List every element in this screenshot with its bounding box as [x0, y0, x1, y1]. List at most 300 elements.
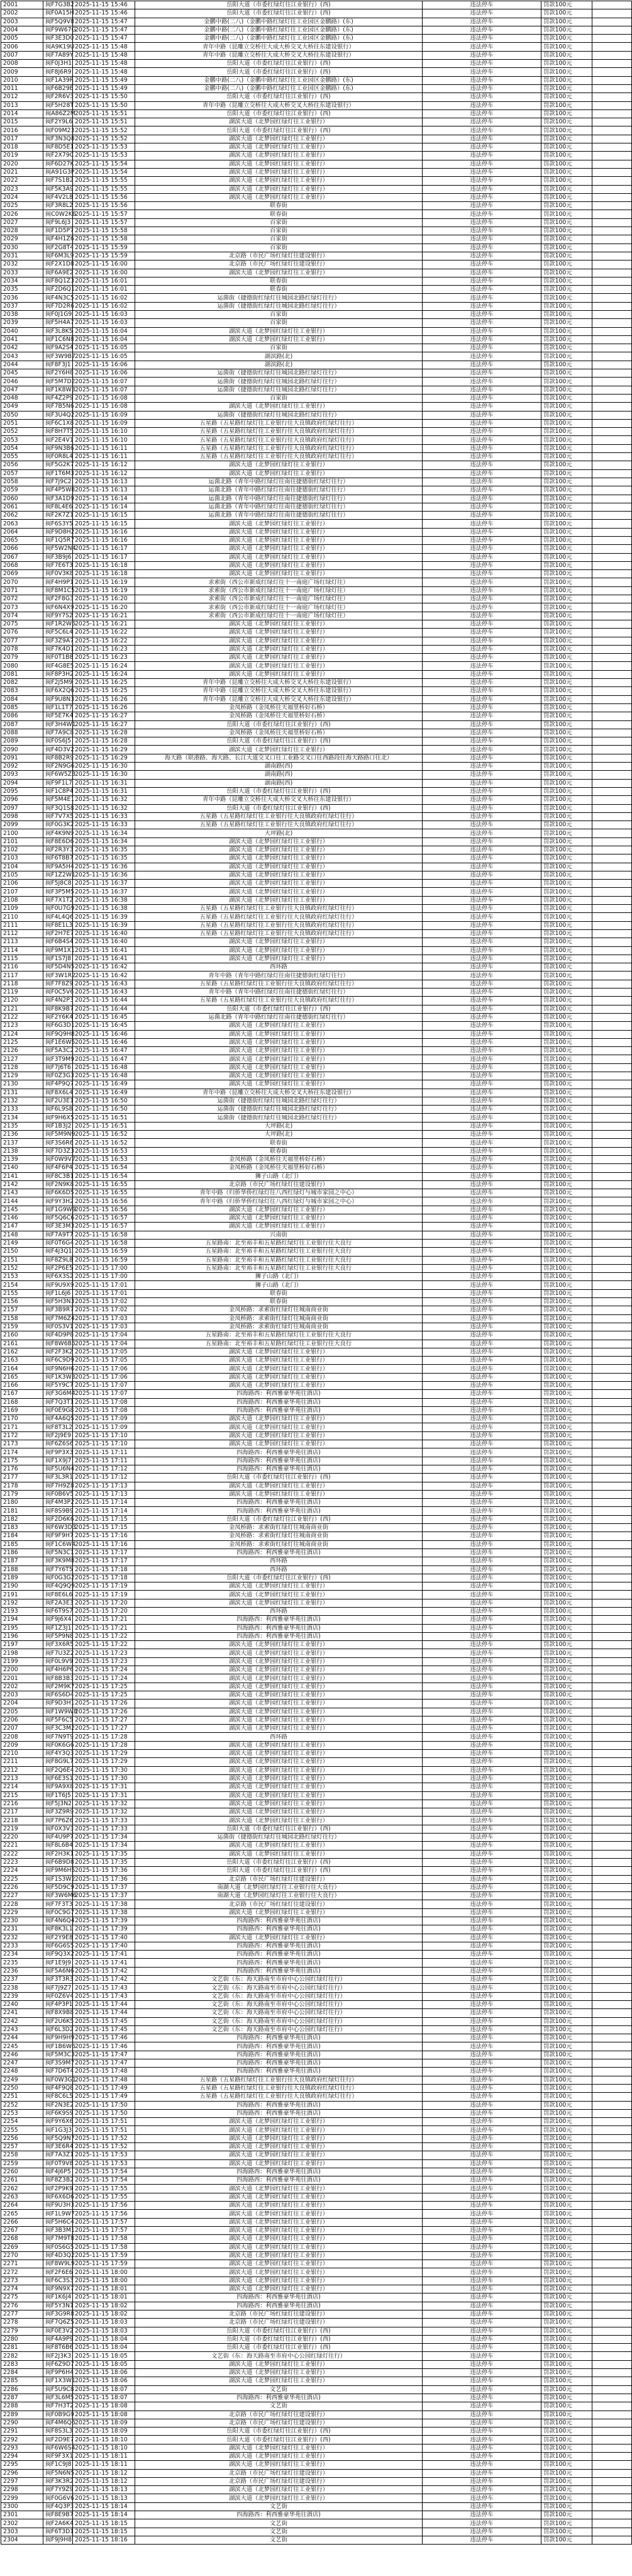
- penalty: 罚款100元: [541, 269, 592, 277]
- table-row: [1, 1608, 632, 1616]
- violation-type: 违法停车: [423, 185, 541, 193]
- plate-number: 闽F2U6K5: [43, 2017, 73, 2025]
- record-number: 2108: [1, 896, 43, 904]
- plate-number: 闽F3L6M5: [43, 2394, 73, 2402]
- penalty: 罚款100元: [541, 1984, 592, 1992]
- record-number: 2142: [1, 1180, 43, 1189]
- violation-time: 2025-11-15 17:54: [73, 2168, 135, 2176]
- violation-time: 2025-11-15 16:28: [73, 729, 135, 737]
- plate-number: 闽F5Q6C6: [43, 1214, 73, 1223]
- record-number: 2258: [1, 2151, 43, 2159]
- violation-location: 四海路西：利西雅豪华苑往酒店): [135, 2101, 423, 2109]
- violation-location: 湖滨大道（北梦园红绿灯往工业银行）: [135, 871, 423, 879]
- violation-location: 运菌街（捷德街红绿灯往城园北路红绿灯往行）: [135, 1834, 423, 1842]
- table-row: [1, 2009, 632, 2017]
- violation-type: 违法停车: [423, 1649, 541, 1657]
- violation-location: 湖滨大道（北梦园红绿灯往工业银行）: [135, 1700, 423, 1708]
- violation-location: 青年中路（归侨华侨红绿灯往八西红绿灯与城市家园之中心）: [135, 1189, 423, 1197]
- penalty: 罚款100元: [541, 394, 592, 402]
- remark-cell: [592, 2143, 632, 2151]
- violation-location: 四海路西：利西雅豪华苑往酒店): [135, 2511, 423, 2519]
- record-number: 2157: [1, 1306, 43, 1314]
- remark-cell: [592, 453, 632, 461]
- table-row: [1, 1357, 632, 1365]
- violation-time: 2025-11-15 18:12: [73, 2477, 135, 2485]
- penalty: 罚款100元: [541, 2000, 592, 2008]
- remark-cell: [592, 980, 632, 988]
- violation-time: 2025-11-15 17:28: [73, 1741, 135, 1749]
- penalty: 罚款100元: [541, 612, 592, 620]
- table-row: [1, 1306, 632, 1314]
- remark-cell: [592, 2428, 632, 2436]
- violation-time: 2025-11-15 17:07: [73, 1390, 135, 1398]
- violation-time: 2025-11-15 18:07: [73, 2394, 135, 2402]
- violation-time: 2025-11-15 15:51: [73, 118, 135, 126]
- violation-time: 2025-11-15 17:49: [73, 2093, 135, 2101]
- record-number: 2139: [1, 1155, 43, 1163]
- plate-number: 闽F6T9S7: [43, 1608, 73, 1616]
- violation-location: 湖滨大道（北梦园红绿灯往工业银行）: [135, 1657, 423, 1666]
- table-row: [1, 796, 632, 804]
- violation-location: 百家街: [135, 227, 423, 235]
- table-row: [1, 880, 632, 888]
- remark-cell: [592, 1641, 632, 1649]
- plate-number: 闽F7H3T2: [43, 2402, 73, 2411]
- plate-number: 闽F4G8E5: [43, 662, 73, 670]
- table-row: [1, 1548, 632, 1557]
- plate-number: 闽F8L4E6: [43, 503, 73, 511]
- violation-type: 违法停车: [423, 2419, 541, 2427]
- violation-time: 2025-11-15 15:58: [73, 235, 135, 244]
- record-number: 2103: [1, 854, 43, 863]
- penalty: 罚款100元: [541, 202, 592, 210]
- violation-location: 五星路（五星路红绿灯往工业银行往大良镇政府红绿灯往行）: [135, 419, 423, 427]
- table-row: [1, 2502, 632, 2511]
- table-row: [1, 93, 632, 101]
- table-row: [1, 1298, 632, 1306]
- violation-type: 违法停车: [423, 1264, 541, 1272]
- penalty: 罚款100元: [541, 512, 592, 520]
- plate-number: 闽F7M6Z4: [43, 1314, 73, 1323]
- record-number: 2284: [1, 2369, 43, 2377]
- table-row: [1, 310, 632, 318]
- plate-number: 闽F0R8L4: [43, 453, 73, 461]
- violation-location: 金鹏中路(二八)（金鹏中路红绿灯往工业园区金鹏路）(东): [135, 18, 423, 26]
- record-number: 2162: [1, 1348, 43, 1356]
- table-row: [1, 2461, 632, 2469]
- penalty: 罚款100元: [541, 2536, 592, 2544]
- violation-type: 违法停车: [423, 2193, 541, 2201]
- violation-type: 违法停车: [423, 1632, 541, 1640]
- record-number: 2092: [1, 763, 43, 771]
- violation-type: 违法停车: [423, 68, 541, 76]
- violation-type: 违法停车: [423, 946, 541, 955]
- penalty: 罚款100元: [541, 1774, 592, 1783]
- table-row: [1, 503, 632, 511]
- violation-type: 违法停车: [423, 1323, 541, 1331]
- record-number: 2016: [1, 126, 43, 135]
- penalty: 罚款100元: [541, 2109, 592, 2117]
- table-row: [1, 1365, 632, 1373]
- remark-cell: [592, 51, 632, 59]
- remark-cell: [592, 905, 632, 913]
- violation-type: 违法停车: [423, 2302, 541, 2310]
- table-row: [1, 2093, 632, 2101]
- plate-number: 闽F7Q3T1: [43, 1398, 73, 1406]
- violation-type: 违法停车: [423, 880, 541, 888]
- violation-location: 岳阳大道（市委红绿灯往江业银行）(西): [135, 126, 423, 135]
- violation-location: 联春街: [135, 210, 423, 218]
- table-row: [1, 2511, 632, 2519]
- remark-cell: [592, 2310, 632, 2318]
- violation-time: 2025-11-15 16:09: [73, 411, 135, 419]
- penalty: 罚款100元: [541, 938, 592, 946]
- table-row: [1, 1406, 632, 1414]
- violation-type: 违法停车: [423, 1783, 541, 1791]
- table-row: [1, 2436, 632, 2444]
- violation-location: 湖滨大道（北梦园红绿灯往工业银行）: [135, 1725, 423, 1733]
- penalty: 罚款100元: [541, 1741, 592, 1749]
- record-number: 2057: [1, 469, 43, 478]
- table-row: [1, 1248, 632, 1256]
- plate-number: 闽F6X3S2: [43, 1273, 73, 1281]
- violation-time: 2025-11-15 16:51: [73, 1114, 135, 1122]
- violation-type: 违法停车: [423, 804, 541, 812]
- remark-cell: [592, 1608, 632, 1616]
- violation-time: 2025-11-15 16:35: [73, 846, 135, 854]
- violation-type: 违法停车: [423, 1565, 541, 1574]
- violation-time: 2025-11-15 16:37: [73, 880, 135, 888]
- penalty: 罚款100元: [541, 1030, 592, 1038]
- table-row: [1, 871, 632, 879]
- violation-location: 湖滨大道（北梦园红绿灯往工业银行）: [135, 1063, 423, 1072]
- violation-location: 西环路: [135, 1557, 423, 1565]
- violation-time: 2025-11-15 16:26: [73, 703, 135, 712]
- penalty: 罚款100元: [541, 1908, 592, 1917]
- violation-time: 2025-11-15 18:01: [73, 2293, 135, 2302]
- penalty: 罚款100元: [541, 1791, 592, 1800]
- violation-time: 2025-11-15 16:23: [73, 645, 135, 653]
- violation-time: 2025-11-15 16:03: [73, 319, 135, 327]
- record-number: 2203: [1, 1691, 43, 1699]
- table-row: [1, 1431, 632, 1440]
- plate-number: 闽F9U9X9: [43, 1281, 73, 1289]
- remark-cell: [592, 2000, 632, 2008]
- plate-number: 闽F6C9D9: [43, 1357, 73, 1365]
- violation-location: 湖滨大道（北梦园红绿灯往工业银行）: [135, 327, 423, 335]
- penalty: 罚款100元: [541, 286, 592, 294]
- violation-location: 金鹏中路(二八)（金鹏中路红绿灯往工业园区金鹏路）(东): [135, 26, 423, 34]
- violation-location: 文艺街（东：海天路南至市府中心公园红绿灯往行）: [135, 1976, 423, 1984]
- plate-number: 闽F3B9J6: [43, 553, 73, 561]
- remark-cell: [592, 1406, 632, 1414]
- remark-cell: [592, 712, 632, 720]
- violation-time: 2025-11-15 17:22: [73, 1641, 135, 1649]
- penalty: 罚款100元: [541, 495, 592, 503]
- violation-time: 2025-11-15 15:50: [73, 93, 135, 101]
- plate-number: 闽F3P5M5: [43, 888, 73, 896]
- record-number: 2259: [1, 2159, 43, 2168]
- table-row: [1, 720, 632, 729]
- record-number: 2269: [1, 2243, 43, 2251]
- plate-number: 闽F7J6T6: [43, 1063, 73, 1072]
- violation-type: 违法停车: [423, 252, 541, 260]
- table-row: [1, 938, 632, 946]
- violation-time: 2025-11-15 18:00: [73, 2268, 135, 2276]
- table-row: [1, 1256, 632, 1264]
- plate-number: 闽F6T8B7: [43, 854, 73, 863]
- record-number: 2030: [1, 244, 43, 252]
- penalty: 罚款100元: [541, 645, 592, 653]
- violation-time: 2025-11-15 16:29: [73, 746, 135, 754]
- table-row: [1, 2394, 632, 2402]
- violation-location: 狮子山路（北门）: [135, 1273, 423, 1281]
- violation-time: 2025-11-15 15:48: [73, 51, 135, 59]
- remark-cell: [592, 1741, 632, 1749]
- table-row: [1, 1030, 632, 1038]
- record-number: 2272: [1, 2268, 43, 2276]
- violation-time: 2025-11-15 17:57: [73, 2218, 135, 2226]
- remark-cell: [592, 2402, 632, 2411]
- violation-location: 文艺街（东：海天路南至市府中心公园红绿灯往行）: [135, 2017, 423, 2025]
- violation-time: 2025-11-15 17:40: [73, 1942, 135, 1950]
- penalty: 罚款100元: [541, 654, 592, 662]
- penalty: 罚款100元: [541, 963, 592, 972]
- violation-time: 2025-11-15 16:27: [73, 712, 135, 720]
- violation-location: 湖滨大道（北梦园红绿灯往工业银行）: [135, 1842, 423, 1850]
- record-number: 2301: [1, 2511, 43, 2519]
- violation-time: 2025-11-15 17:26: [73, 1708, 135, 1716]
- penalty: 罚款100元: [541, 1725, 592, 1733]
- remark-cell: [592, 2268, 632, 2276]
- violation-location: 四海路西：利西雅豪华苑往酒店): [135, 2109, 423, 2117]
- table-row: [1, 2059, 632, 2068]
- record-number: 2170: [1, 1415, 43, 1423]
- violation-location: 求索街（西公市新成红绿灯往十一南庭广场红绿灯往）: [135, 586, 423, 595]
- violation-time: 2025-11-15 17:29: [73, 1758, 135, 1766]
- penalty: 罚款100元: [541, 1457, 592, 1465]
- violation-location: 岳阳大道（市委红绿灯往江业银行）(西): [135, 1858, 423, 1866]
- violation-location: 五星路南：北至裕丰和五星路红绿灯往工业银行往大良行: [135, 1256, 423, 1264]
- remark-cell: [592, 277, 632, 285]
- plate-number: 闽F0S6G5: [43, 2243, 73, 2251]
- penalty: 罚款100元: [541, 1817, 592, 1825]
- violation-type: 违法停车: [423, 1072, 541, 1080]
- table-row: [1, 1700, 632, 1708]
- penalty: 罚款100元: [541, 310, 592, 318]
- remark-cell: [592, 1616, 632, 1624]
- penalty: 罚款100元: [541, 537, 592, 545]
- violation-time: 2025-11-15 16:18: [73, 570, 135, 578]
- remark-cell: [592, 2452, 632, 2460]
- table-row: [1, 1708, 632, 1716]
- table-row: [1, 2319, 632, 2327]
- violation-location: 湖滨大道（北梦园红绿灯往工业银行）: [135, 2452, 423, 2460]
- violation-time: 2025-11-15 16:16: [73, 528, 135, 536]
- penalty: 罚款100元: [541, 18, 592, 26]
- penalty: 罚款100元: [541, 2444, 592, 2452]
- violation-time: 2025-11-15 17:31: [73, 1783, 135, 1791]
- violation-location: 五星路南：北至裕丰和五星路红绿灯往工业银行往大良行: [135, 1239, 423, 1247]
- violation-time: 2025-11-15 16:52: [73, 1139, 135, 1147]
- record-number: 2144: [1, 1197, 43, 1206]
- violation-time: 2025-11-15 18:11: [73, 2461, 135, 2469]
- violation-time: 2025-11-15 16:51: [73, 1122, 135, 1130]
- table-row: [1, 603, 632, 612]
- record-number: 2278: [1, 2319, 43, 2327]
- plate-number: 闽F8G9L7: [43, 1758, 73, 1766]
- violation-location: 湖滨大道（北梦园红绿灯往工业银行）: [135, 118, 423, 126]
- remark-cell: [592, 620, 632, 628]
- remark-cell: [592, 695, 632, 703]
- violation-time: 2025-11-15 16:08: [73, 394, 135, 402]
- remark-cell: [592, 1063, 632, 1072]
- remark-cell: [592, 1708, 632, 1716]
- remark-cell: [592, 1758, 632, 1766]
- violation-type: 违法停车: [423, 1106, 541, 1114]
- record-number: 2044: [1, 361, 43, 369]
- record-number: 2106: [1, 880, 43, 888]
- violation-time: 2025-11-15 17:43: [73, 1984, 135, 1992]
- record-number: 2219: [1, 1825, 43, 1833]
- violation-type: 违法停车: [423, 929, 541, 938]
- remark-cell: [592, 1264, 632, 1272]
- penalty: 罚款100元: [541, 9, 592, 18]
- remark-cell: [592, 520, 632, 528]
- violation-location: 四海路西：利西雅豪华苑往酒店): [135, 2034, 423, 2042]
- plate-number: 闽F4A6Q5: [43, 1415, 73, 1423]
- penalty: 罚款100元: [541, 1967, 592, 1975]
- plate-number: 闽A86Z2M: [43, 109, 73, 118]
- violation-location: 求索街（西公市新成红绿灯往十一南庭广场红绿灯往）: [135, 603, 423, 612]
- penalty: 罚款100元: [541, 335, 592, 344]
- violation-type: 违法停车: [423, 1172, 541, 1180]
- violation-location: 西环路: [135, 1565, 423, 1574]
- record-number: 2026: [1, 210, 43, 218]
- plate-number: 闽F5N6N5: [43, 2469, 73, 2477]
- table-row: [1, 629, 632, 637]
- violation-time: 2025-11-15 17:21: [73, 1616, 135, 1624]
- remark-cell: [592, 1540, 632, 1548]
- penalty: 罚款100元: [541, 1750, 592, 1758]
- record-number: 2225: [1, 1875, 43, 1883]
- table-row: [1, 2118, 632, 2126]
- remark-cell: [592, 403, 632, 411]
- violation-time: 2025-11-15 17:20: [73, 1599, 135, 1607]
- violation-time: 2025-11-15 18:05: [73, 2360, 135, 2368]
- remark-cell: [592, 2302, 632, 2310]
- table-row: [1, 1959, 632, 1967]
- table-row: [1, 1774, 632, 1783]
- plate-number: 闽F9F9H7: [43, 1532, 73, 1540]
- record-number: 2062: [1, 512, 43, 520]
- plate-number: 闽F3U4Q2: [43, 411, 73, 419]
- record-number: 2155: [1, 1289, 43, 1297]
- record-number: 2014: [1, 109, 43, 118]
- violation-time: 2025-11-15 15:47: [73, 26, 135, 34]
- violation-time: 2025-11-15 17:31: [73, 1791, 135, 1800]
- violation-type: 违法停车: [423, 553, 541, 561]
- record-number: 2015: [1, 118, 43, 126]
- table-row: [1, 1641, 632, 1649]
- record-number: 2028: [1, 227, 43, 235]
- table-row: [1, 1180, 632, 1189]
- violation-time: 2025-11-15 17:30: [73, 1774, 135, 1783]
- violation-location: 北京路（市民广场红绿灯往建设银行）: [135, 1900, 423, 1908]
- violation-type: 违法停车: [423, 1992, 541, 2000]
- violation-type: 违法停车: [423, 2385, 541, 2394]
- record-number: 2180: [1, 1499, 43, 1507]
- violation-time: 2025-11-15 17:30: [73, 1766, 135, 1774]
- table-row: [1, 2210, 632, 2218]
- plate-number: 闽F6K9S9: [43, 2109, 73, 2117]
- plate-number: 闽F5J3N2: [43, 1800, 73, 1808]
- plate-number: 闽F4Y3Q3: [43, 1750, 73, 1758]
- plate-number: 闽F6M3L9: [43, 252, 73, 260]
- remark-cell: [592, 84, 632, 92]
- penalty: 罚款100元: [541, 1114, 592, 1122]
- remark-cell: [592, 1030, 632, 1038]
- violation-location: 运菌北路（青年中路红绿灯往南往捷德街红绿灯往行）: [135, 503, 423, 511]
- violation-type: 违法停车: [423, 637, 541, 645]
- table-row: [1, 2469, 632, 2477]
- violation-location: 兴南街: [135, 1231, 423, 1239]
- plate-number: 闽F8B2R9: [43, 754, 73, 762]
- table-row: [1, 2218, 632, 2226]
- violation-time: 2025-11-15 16:36: [73, 863, 135, 871]
- violation-type: 违法停车: [423, 1365, 541, 1373]
- penalty: 罚款100元: [541, 1783, 592, 1791]
- violation-time: 2025-11-15 17:35: [73, 1858, 135, 1866]
- violation-time: 2025-11-15 17:03: [73, 1314, 135, 1323]
- violation-time: 2025-11-15 16:38: [73, 896, 135, 904]
- table-row: [1, 1097, 632, 1105]
- violation-type: 违法停车: [423, 1440, 541, 1448]
- violation-time: 2025-11-15 16:19: [73, 586, 135, 595]
- record-number: 2003: [1, 18, 43, 26]
- violation-type: 违法停车: [423, 2218, 541, 2226]
- violation-type: 违法停车: [423, 787, 541, 795]
- remark-cell: [592, 2335, 632, 2343]
- table-row: [1, 1632, 632, 1640]
- table-row: [1, 578, 632, 586]
- violation-time: 2025-11-15 18:13: [73, 2486, 135, 2494]
- violation-type: 违法停车: [423, 1398, 541, 1406]
- record-number: 2113: [1, 938, 43, 946]
- violation-type: 违法停车: [423, 1139, 541, 1147]
- table-row: [1, 1900, 632, 1908]
- violation-type: 违法停车: [423, 1908, 541, 1917]
- remark-cell: [592, 1917, 632, 1925]
- violation-time: 2025-11-15 18:06: [73, 2377, 135, 2385]
- penalty: 罚款100元: [541, 76, 592, 84]
- violation-type: 违法停车: [423, 436, 541, 444]
- record-number: 2008: [1, 60, 43, 68]
- remark-cell: [592, 821, 632, 829]
- violation-type: 违法停车: [423, 2084, 541, 2092]
- record-number: 2084: [1, 695, 43, 703]
- remark-cell: [592, 729, 632, 737]
- violation-time: 2025-11-15 16:53: [73, 1147, 135, 1155]
- plate-number: 闽F4H9P1: [43, 578, 73, 586]
- record-number: 2059: [1, 486, 43, 495]
- table-row: [1, 168, 632, 176]
- violation-time: 2025-11-15 16:33: [73, 821, 135, 829]
- remark-cell: [592, 68, 632, 76]
- remark-cell: [592, 2536, 632, 2544]
- violation-type: 违法停车: [423, 955, 541, 963]
- table-row: [1, 1465, 632, 1473]
